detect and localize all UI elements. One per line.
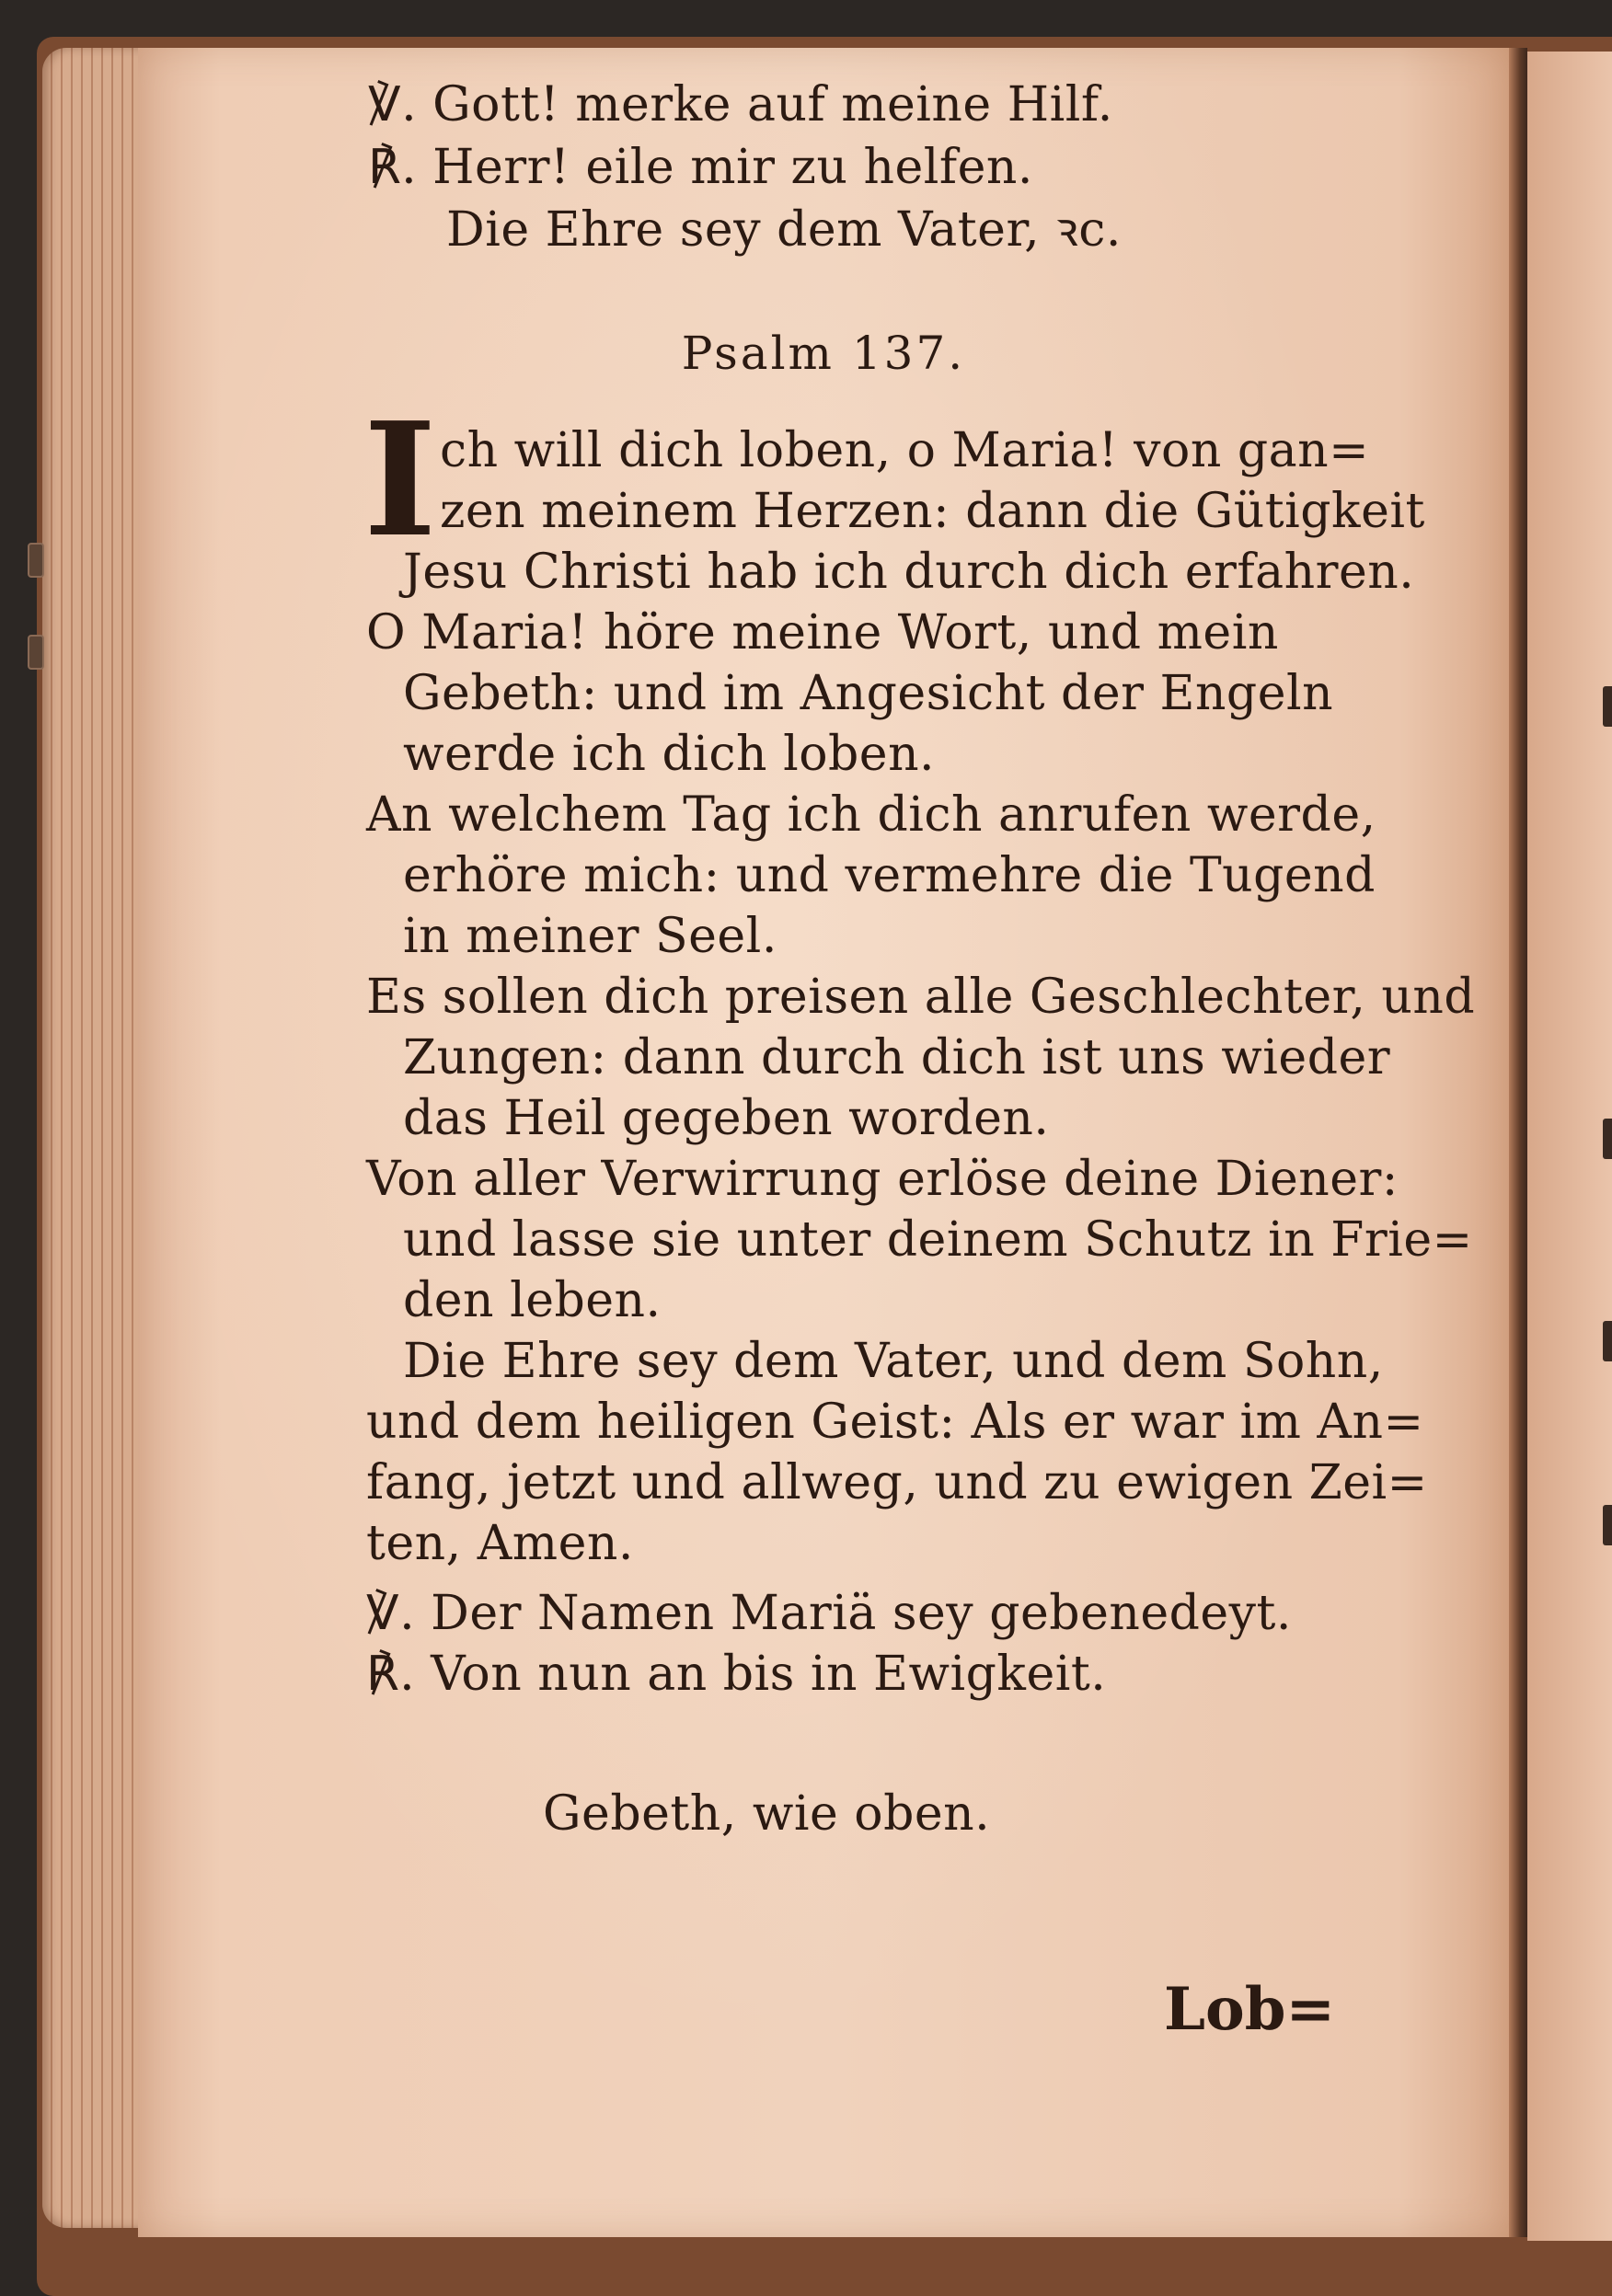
page-edges bbox=[42, 48, 153, 2228]
binding-clasp-top bbox=[28, 543, 44, 578]
psalm-line: fang, jetzt und allweg, und zu ewigen Zei= bbox=[366, 1455, 1428, 1510]
psalm-line: das Heil gegeben worden. bbox=[403, 1091, 1050, 1146]
psalm-heading: Psalm 137. bbox=[681, 327, 966, 380]
prayer-note: Gebeth, wie oben. bbox=[543, 1786, 991, 1842]
drop-cap: I bbox=[363, 388, 437, 572]
response-line: ℟. Von nun an bis in Ewigkeit. bbox=[366, 1647, 1107, 1702]
psalm-line: und lasse sie unter deinem Schutz in Frie= bbox=[403, 1212, 1473, 1268]
psalm-line: O Maria! höre meine Wort, und mein bbox=[366, 605, 1279, 660]
versicle-line: ℣. Gott! merke auf meine Hilf. bbox=[368, 77, 1113, 132]
psalm-line: Von aller Verwirrung erlöse deine Diener: bbox=[366, 1152, 1399, 1207]
psalm-line: und dem heiligen Geist: Als er war im An= bbox=[366, 1395, 1424, 1450]
psalm-line: Die Ehre sey dem Vater, und dem Sohn, bbox=[403, 1334, 1384, 1389]
response-line: ℟. Herr! eile mir zu helfen. bbox=[368, 140, 1033, 195]
psalm-line: Jesu Christi hab ich durch dich erfahren. bbox=[403, 545, 1415, 600]
psalm-line: ten, Amen. bbox=[366, 1516, 634, 1571]
psalm-line: Gebeth: und im Angesicht der Engeln bbox=[403, 666, 1334, 721]
psalm-line: zen meinem Herzen: dann die Gütigkeit bbox=[440, 484, 1425, 539]
page-text bbox=[138, 48, 1509, 2237]
psalm-line: An welchem Tag ich dich anrufen werde, bbox=[366, 787, 1376, 843]
psalm-line: ch will dich loben, o Maria! von gan= bbox=[440, 423, 1370, 478]
catchword: Lob= bbox=[1164, 1975, 1336, 2044]
book-page bbox=[138, 48, 1509, 2237]
psalm-line: Es sollen dich preisen alle Geschlechter, und bbox=[366, 970, 1476, 1025]
binding-clasp-bottom bbox=[28, 635, 44, 670]
versicle-line: ℣. Der Namen Mariä sey gebenedeyt. bbox=[366, 1586, 1292, 1641]
book-gutter bbox=[1509, 48, 1527, 2237]
psalm-line: erhöre mich: und vermehre die Tugend bbox=[403, 848, 1376, 903]
adjacent-page bbox=[1527, 52, 1612, 2241]
psalm-line: in meiner Seel. bbox=[403, 909, 777, 964]
psalm-line: den leben. bbox=[403, 1273, 662, 1328]
psalm-line: Zungen: dann durch dich ist uns wieder bbox=[403, 1030, 1391, 1085]
psalm-line: werde ich dich loben. bbox=[403, 727, 936, 782]
gloria-line: Die Ehre sey dem Vater, ꝛc. bbox=[446, 202, 1122, 258]
